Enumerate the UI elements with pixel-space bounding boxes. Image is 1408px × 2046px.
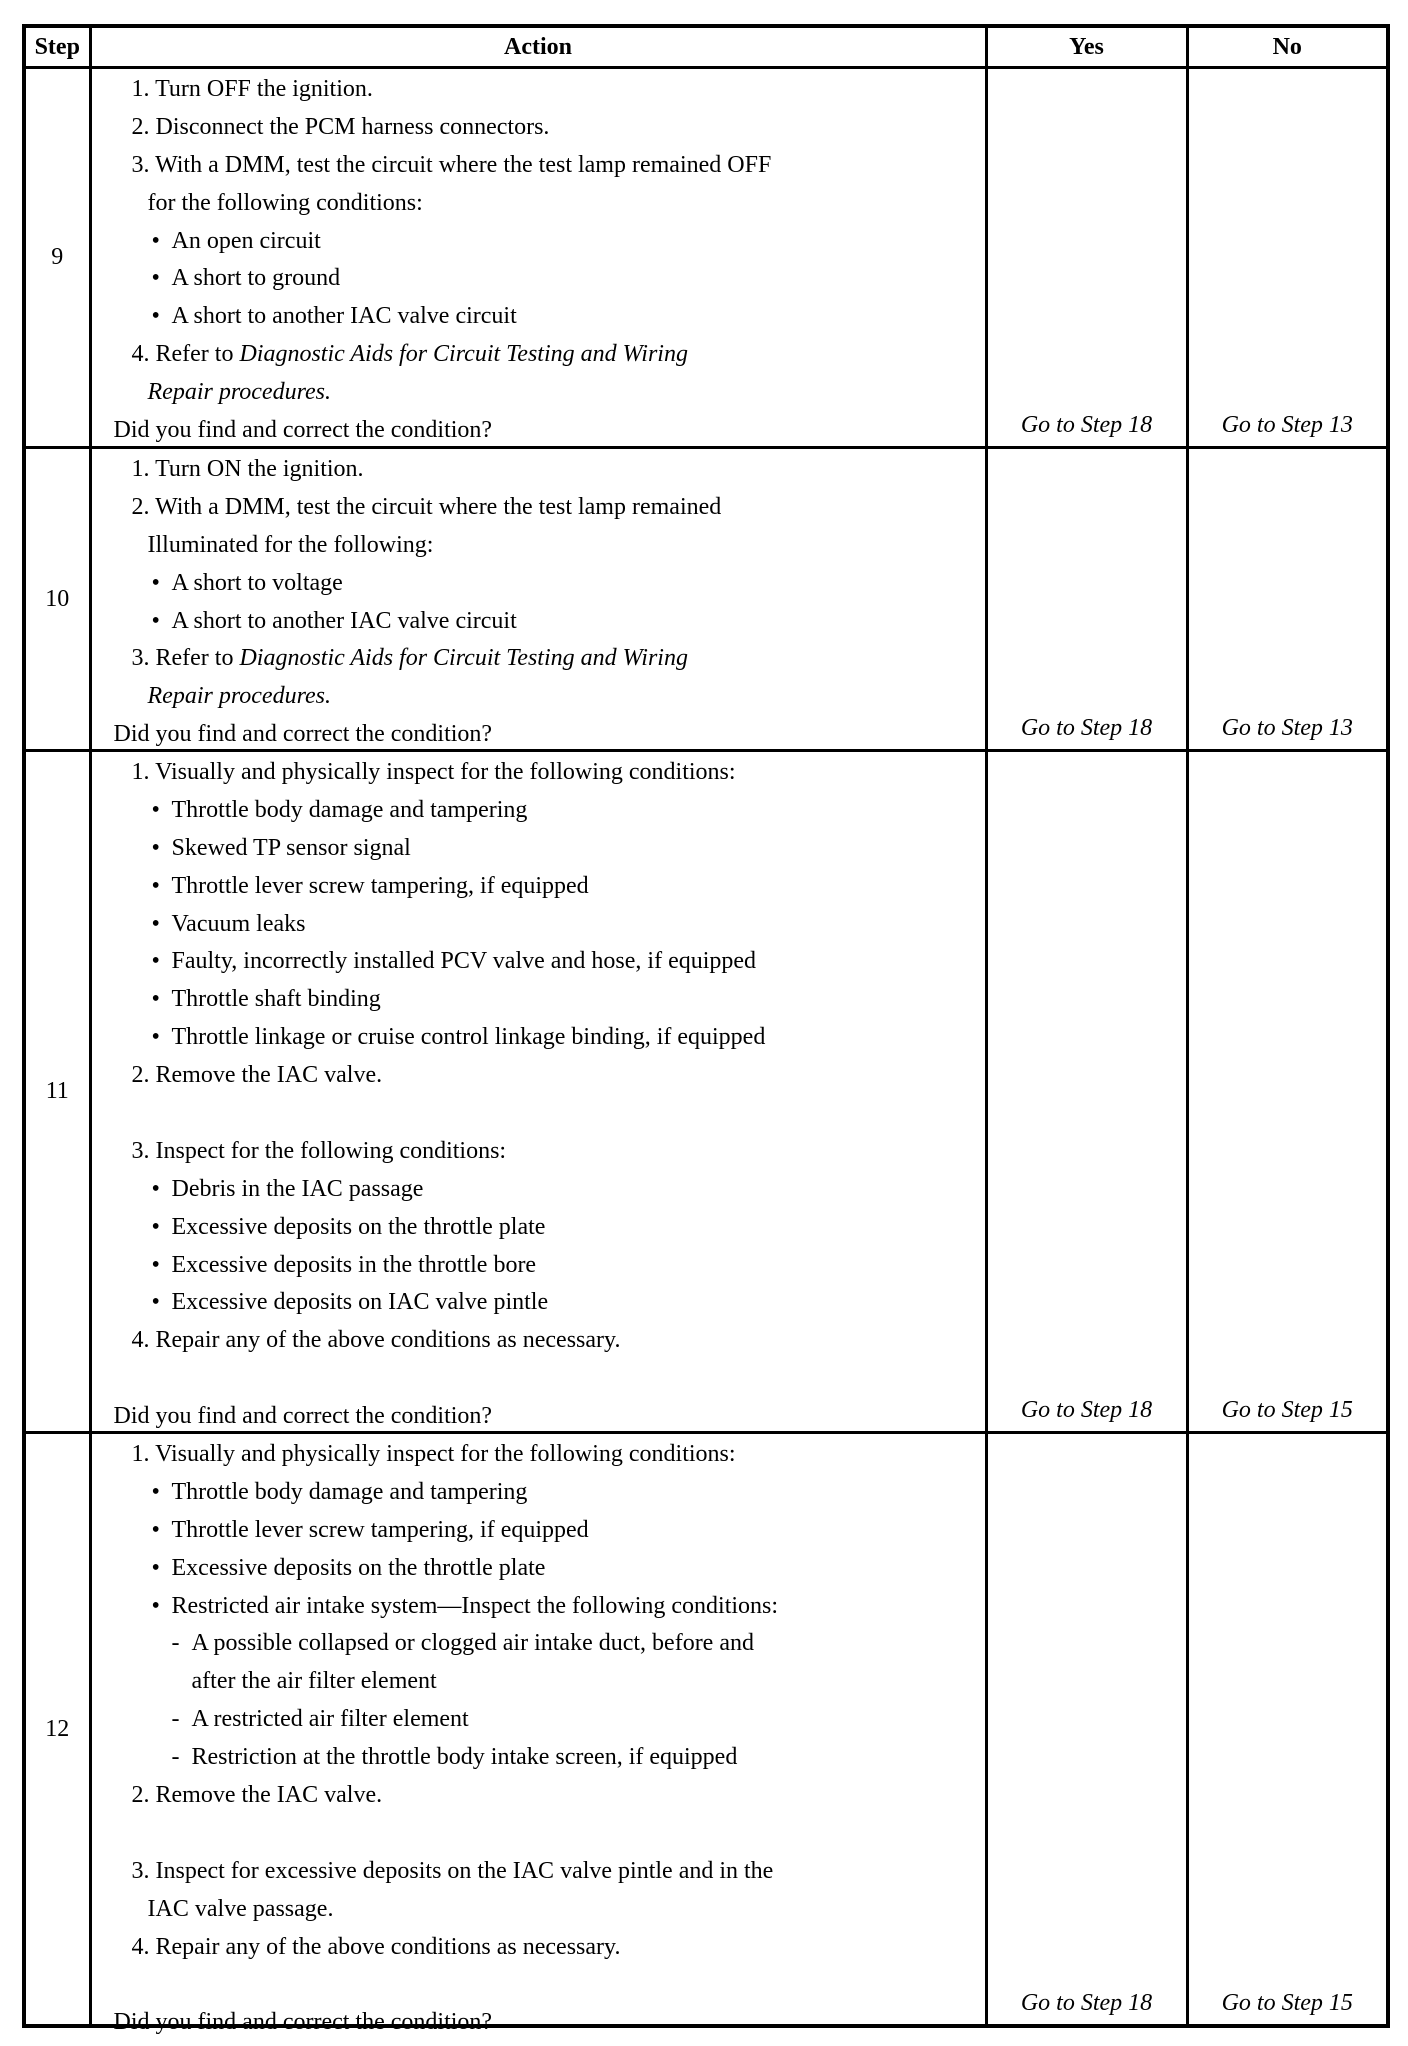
action-line-text: 3. Refer to: [131, 645, 240, 672]
action-line-cont: [92, 678, 985, 716]
bullet-icon: •: [151, 1289, 160, 1316]
action-line-bullet: [92, 1550, 985, 1588]
action-line-num: [92, 489, 985, 527]
action-line-text: Debris in the IAC passage: [171, 1175, 424, 1202]
yes-answer: [986, 448, 1187, 751]
dash-icon: -: [171, 1706, 180, 1733]
action-line-num: [92, 451, 985, 489]
action-line-bullet: [92, 906, 985, 944]
action-line-q: [92, 412, 985, 450]
dash-icon: -: [171, 1630, 180, 1657]
yes-answer-text: Go to Step 18: [1020, 715, 1153, 741]
yes-answer: [986, 68, 1187, 448]
action-line-num: [92, 71, 985, 109]
bullet-icon: •: [151, 834, 160, 861]
bullet-icon: •: [151, 1024, 160, 1051]
action-line-dash: [92, 1625, 985, 1663]
action-line-q: [92, 716, 985, 754]
action-line-text: 1. Visually and physically inspect for the following conditions:: [131, 759, 736, 785]
action-line-num: [92, 640, 985, 678]
no-answer: [1187, 751, 1388, 1433]
action-line-text: 4. Refer to: [131, 341, 240, 368]
bullet-icon: •: [151, 265, 160, 292]
action-line-bullet: [92, 830, 985, 868]
action-line-bullet: [92, 1247, 985, 1285]
bullet-icon: •: [151, 1554, 160, 1581]
action-cell: [90, 751, 986, 1433]
action-line-text: 4. Repair any of the above conditions as necessary.: [131, 1327, 621, 1354]
yes-answer-text: Go to Step 18: [1020, 1990, 1153, 2016]
action-line-text: A short to another IAC valve circuit: [171, 607, 517, 634]
action-line-num: [92, 1777, 985, 1815]
step-number: 11: [24, 751, 90, 1433]
bullet-icon: •: [151, 948, 160, 975]
bullet-icon: •: [151, 1592, 160, 1619]
action-line-text: Did you find and correct the condition?: [113, 721, 493, 748]
action-lines: [92, 1436, 985, 2036]
header-row: [24, 26, 1388, 68]
action-line-text: Throttle body damage and tampering: [171, 796, 528, 823]
action-line-bullet: [92, 1284, 985, 1322]
action-line-num: [92, 1853, 985, 1891]
bullet-icon: •: [151, 1251, 160, 1278]
action-cell: [90, 68, 986, 448]
action-line-reference: Diagnostic Aids for Circuit Testing and Wiring: [239, 645, 688, 672]
action-line-text: Throttle shaft binding: [171, 986, 381, 1013]
action-line-blank: [92, 1360, 985, 1398]
action-line-num: [92, 754, 985, 792]
action-line-num: [92, 1436, 985, 1474]
action-line-reference: Repair procedures.: [147, 379, 332, 406]
action-line-reference: Diagnostic Aids for Circuit Testing and Wiring: [239, 341, 688, 368]
action-line-text: 1. Turn OFF the ignition.: [131, 76, 373, 102]
action-line-text: Excessive deposits in the throttle bore: [171, 1251, 537, 1278]
bullet-icon: •: [151, 607, 160, 634]
yes-answer-text: Go to Step 18: [1020, 1397, 1153, 1423]
bullet-icon: •: [151, 986, 160, 1013]
bullet-icon: •: [151, 1478, 160, 1505]
action-line-bullet: [92, 565, 985, 603]
action-lines: [92, 71, 985, 446]
action-line-num: [92, 1322, 985, 1360]
action-line-text: Restricted air intake system—Inspect the following conditions:: [171, 1592, 779, 1619]
action-line-num: [92, 147, 985, 185]
header-yes: Yes: [986, 26, 1187, 68]
no-answer: [1187, 68, 1388, 448]
bullet-icon: •: [151, 569, 160, 596]
action-line-num: [92, 1133, 985, 1171]
action-line-text: Throttle body damage and tampering: [171, 1478, 528, 1505]
bullet-icon: •: [151, 1516, 160, 1543]
action-line-text: An open circuit: [171, 227, 321, 254]
action-line-blank: [92, 1095, 985, 1133]
yes-answer: [986, 751, 1187, 1433]
action-cell: [90, 1433, 986, 2036]
action-line-dashcont: [92, 1663, 985, 1701]
action-line-text: Throttle lever screw tampering, if equipped: [171, 872, 589, 899]
header-action: Action: [90, 26, 986, 68]
action-line-text: IAC valve passage.: [147, 1895, 334, 1922]
action-line-text: 3. Inspect for excessive deposits on the IAC valve pintle and in the: [131, 1857, 774, 1884]
action-line-q: [92, 2004, 985, 2042]
action-line-dash: [92, 1701, 985, 1739]
action-line-text: for the following conditions:: [147, 189, 423, 216]
action-line-q: [92, 1398, 985, 1436]
action-line-text: A restricted air filter element: [191, 1706, 469, 1733]
bullet-icon: •: [151, 872, 160, 899]
action-line-blank: [92, 1966, 985, 2004]
action-line-bullet: [92, 1512, 985, 1550]
bullet-icon: •: [151, 1175, 160, 1202]
action-line-cont: [92, 374, 985, 412]
action-cell: [90, 448, 986, 751]
action-line-text: 2. Remove the IAC valve.: [131, 1782, 383, 1809]
bullet-icon: •: [151, 796, 160, 823]
action-line-text: Throttle linkage or cruise control linkage binding, if equipped: [171, 1024, 766, 1051]
action-line-text: 3. With a DMM, test the circuit where the test lamp remained OFF: [131, 151, 772, 178]
action-line-bullet: [92, 260, 985, 298]
action-line-text: Excessive deposits on the throttle plate: [171, 1213, 546, 1240]
step-number: 10: [24, 448, 90, 751]
action-line-bullet: [92, 981, 985, 1019]
dash-icon: -: [171, 1744, 180, 1771]
action-line-dash: [92, 1739, 985, 1777]
action-line-bullet: [92, 868, 985, 906]
no-answer-text: Go to Step 15: [1221, 1990, 1353, 2016]
action-line-text: Skewed TP sensor signal: [171, 834, 411, 861]
bullet-icon: •: [151, 303, 160, 330]
action-line-text: A short to another IAC valve circuit: [171, 303, 517, 330]
action-line-text: Excessive deposits on the throttle plate: [171, 1554, 546, 1581]
action-line-bullet: [92, 792, 985, 830]
no-answer-text: Go to Step 13: [1221, 715, 1353, 741]
no-answer-text: Go to Step 15: [1221, 1397, 1353, 1423]
action-line-text: Vacuum leaks: [171, 910, 306, 937]
table-row: [24, 1433, 1388, 2027]
no-answer: [1187, 1433, 1388, 2027]
yes-answer-text: Go to Step 18: [1020, 412, 1153, 438]
action-line-bullet: [92, 298, 985, 336]
action-line-bullet: [92, 1209, 985, 1247]
yes-answer: [986, 1433, 1187, 2027]
action-line-num: [92, 1057, 985, 1095]
action-line-text: Did you find and correct the condition?: [113, 2009, 493, 2036]
action-line-text: 1. Visually and physically inspect for the following conditions:: [131, 1441, 736, 1467]
action-line-bullet: [92, 1588, 985, 1626]
action-line-bullet: [92, 943, 985, 981]
action-lines: [92, 754, 985, 1431]
no-answer: [1187, 448, 1388, 751]
action-line-text: A short to ground: [171, 265, 341, 292]
action-line-num: [92, 109, 985, 147]
action-line-text: 4. Repair any of the above conditions as necessary.: [131, 1933, 621, 1960]
action-line-bullet: [92, 223, 985, 261]
action-lines: [92, 451, 985, 749]
action-line-bullet: [92, 1019, 985, 1057]
action-line-bullet: [92, 1474, 985, 1512]
action-line-text: Illuminated for the following:: [147, 531, 434, 558]
step-number: 9: [24, 68, 90, 448]
action-line-cont: [92, 1891, 985, 1929]
action-line-text: Did you find and correct the condition?: [113, 1403, 493, 1430]
action-line-bullet: [92, 603, 985, 641]
bullet-icon: •: [151, 227, 160, 254]
step-number: 12: [24, 1433, 90, 2027]
action-line-blank: [92, 1815, 985, 1853]
action-line-text: Restriction at the throttle body intake screen, if equipped: [191, 1744, 738, 1771]
no-answer-text: Go to Step 13: [1221, 412, 1353, 438]
action-line-text: 1. Turn ON the ignition.: [131, 456, 364, 482]
action-line-text: 2. With a DMM, test the circuit where the test lamp remained: [131, 493, 722, 520]
action-line-text: 3. Inspect for the following conditions:: [131, 1137, 507, 1164]
table-row: [24, 751, 1388, 1433]
bullet-icon: •: [151, 910, 160, 937]
table-row: [24, 448, 1388, 751]
action-line-text: Did you find and correct the condition?: [113, 417, 493, 444]
action-line-cont: [92, 185, 985, 223]
header-no: No: [1187, 26, 1388, 68]
action-line-text: Excessive deposits on IAC valve pintle: [171, 1289, 549, 1316]
action-line-text: 2. Disconnect the PCM harness connectors.: [131, 113, 550, 140]
action-line-bullet: [92, 1171, 985, 1209]
action-line-text: 2. Remove the IAC valve.: [131, 1062, 383, 1089]
action-line-text: A short to voltage: [171, 569, 343, 596]
action-line-num: [92, 1929, 985, 1967]
action-line-cont: [92, 527, 985, 565]
header-step: Step: [24, 26, 90, 68]
bullet-icon: •: [151, 1213, 160, 1240]
action-line-text: after the air filter element: [191, 1668, 437, 1695]
action-line-text: Faulty, incorrectly installed PCV valve and hose, if equipped: [171, 948, 757, 975]
diagnostic-table: [22, 24, 1390, 2036]
action-line-text: A possible collapsed or clogged air intake duct, before and: [191, 1630, 754, 1657]
action-line-text: Throttle lever screw tampering, if equipped: [171, 1516, 589, 1543]
table-row: [24, 68, 1388, 448]
action-line-reference: Repair procedures.: [147, 683, 332, 710]
action-line-num: [92, 336, 985, 374]
